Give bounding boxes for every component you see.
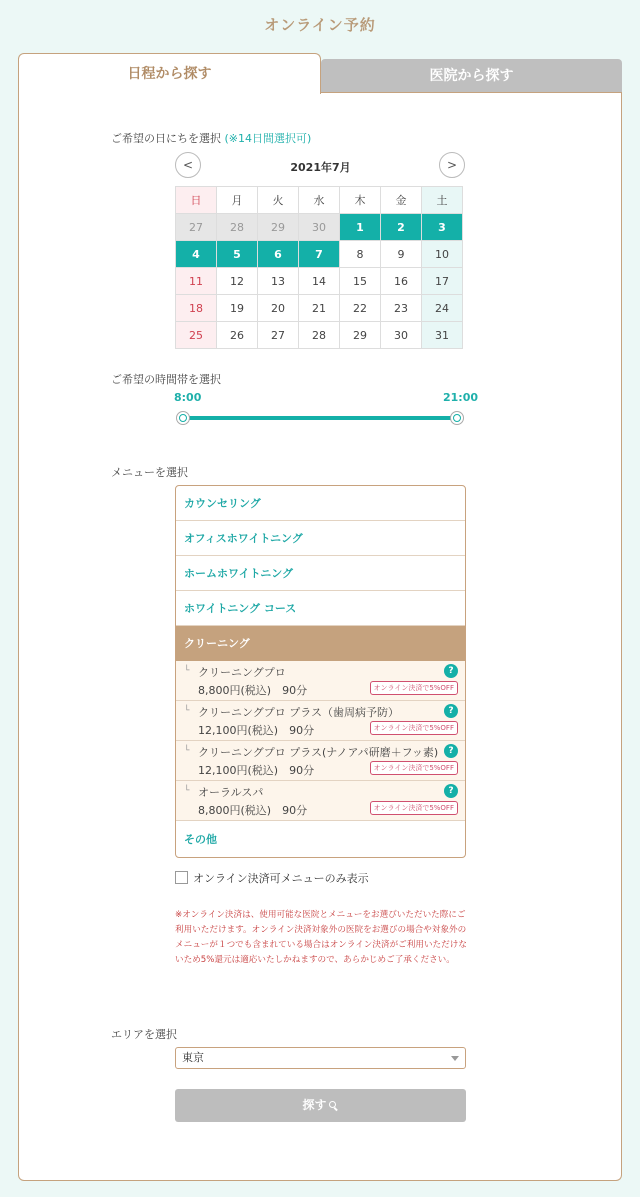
weekday-header: 木	[340, 187, 381, 214]
weekday-header: 金	[381, 187, 422, 214]
calendar-day[interactable]: 14	[299, 268, 340, 295]
calendar-day[interactable]: 1	[340, 214, 381, 241]
calendar-week-row	[176, 322, 463, 349]
calendar-week-row	[176, 268, 463, 295]
menu-item-counseling[interactable]: カウンセリング	[176, 486, 465, 521]
area-select[interactable]	[175, 1047, 466, 1069]
online-discount-badge: オンライン決済で5%OFF	[370, 761, 458, 775]
calendar-day[interactable]: 24	[422, 295, 463, 322]
calendar	[175, 186, 463, 349]
online-only-checkbox[interactable]	[175, 871, 188, 884]
online-discount-badge: オンライン決済で5%OFF	[370, 801, 458, 815]
time-end: 21:00	[443, 391, 479, 404]
calendar-day[interactable]: 27	[258, 322, 299, 349]
calendar-day[interactable]: 26	[217, 322, 258, 349]
menu-list	[175, 485, 466, 858]
calendar-day[interactable]: 23	[381, 295, 422, 322]
sub-item-name: クリーニングプロ	[198, 666, 286, 679]
time-end-handle[interactable]	[450, 411, 464, 425]
weekday-header: 日	[176, 187, 217, 214]
calendar-day[interactable]: 29	[258, 214, 299, 241]
help-icon[interactable]: ?	[444, 704, 458, 718]
tree-branch-icon: └	[184, 666, 190, 676]
calendar-week-row	[176, 295, 463, 322]
calendar-day[interactable]: 22	[340, 295, 381, 322]
cleaning-sub-item[interactable]	[176, 741, 465, 781]
chevron-down-icon	[451, 1056, 459, 1061]
menu-item-office-whitening[interactable]: オフィスホワイトニング	[176, 521, 465, 556]
cleaning-sub-item[interactable]	[176, 661, 465, 701]
cleaning-sub-item[interactable]	[176, 701, 465, 741]
calendar-day[interactable]: 18	[176, 295, 217, 322]
menu-item-whitening-course[interactable]: ホワイトニング コース	[176, 591, 465, 626]
calendar-day[interactable]: 3	[422, 214, 463, 241]
area-section-label: エリアを選択	[111, 1028, 177, 1041]
sub-item-price: 12,100円(税込) 90分	[198, 764, 315, 777]
time-section-label: ご希望の時間帯を選択	[111, 373, 221, 386]
help-icon[interactable]: ?	[444, 744, 458, 758]
calendar-day[interactable]: 2	[381, 214, 422, 241]
sub-item-price: 12,100円(税込) 90分	[198, 724, 315, 737]
date-label-note: (※14日間選択可)	[224, 132, 312, 145]
calendar-day[interactable]: 17	[422, 268, 463, 295]
calendar-day[interactable]: 27	[176, 214, 217, 241]
search-button[interactable]	[175, 1089, 466, 1122]
weekday-header: 月	[217, 187, 258, 214]
sub-item-price: 8,800円(税込) 90分	[198, 684, 308, 697]
time-start-handle[interactable]	[176, 411, 190, 425]
tab-clinic-search[interactable]: 医院から探す	[321, 59, 622, 93]
area-selected-value: 東京	[182, 1051, 204, 1064]
calendar-day[interactable]: 13	[258, 268, 299, 295]
sub-item-name: クリーニングプロ プラス(ナノアパ研磨＋フッ素)	[198, 746, 439, 759]
calendar-day[interactable]: 12	[217, 268, 258, 295]
calendar-day[interactable]: 16	[381, 268, 422, 295]
menu-item-cleaning[interactable]: クリーニング	[176, 626, 465, 661]
calendar-day[interactable]: 11	[176, 268, 217, 295]
calendar-day[interactable]: 5	[217, 241, 258, 268]
online-discount-badge: オンライン決済で5%OFF	[370, 681, 458, 695]
next-month-button[interactable]: >	[439, 152, 465, 178]
menu-item-home-whitening[interactable]: ホームホワイトニング	[176, 556, 465, 591]
calendar-day[interactable]: 6	[258, 241, 299, 268]
sub-item-name: クリーニングプロ プラス（歯周病予防）	[198, 706, 399, 719]
calendar-day[interactable]: 15	[340, 268, 381, 295]
calendar-day[interactable]: 9	[381, 241, 422, 268]
date-section-label	[111, 130, 311, 146]
weekday-header: 水	[299, 187, 340, 214]
online-payment-notice: ※オンライン決済は、使用可能な医院とメニューをお選びいただいた際にご利用いただけます。オンライン決済対象外の医院をお選びの場合や対象外のメニューが１つでも含まれている場合はオンライン決済がご利用いただけないため5%還元は適応いたしかねますので、あらかじめご了承ください。	[175, 910, 467, 965]
calendar-day[interactable]: 28	[217, 214, 258, 241]
sub-item-price: 8,800円(税込) 90分	[198, 804, 308, 817]
calendar-day[interactable]: 21	[299, 295, 340, 322]
calendar-day[interactable]: 25	[176, 322, 217, 349]
calendar-week-row	[176, 241, 463, 268]
weekday-header: 火	[258, 187, 299, 214]
calendar-day[interactable]: 10	[422, 241, 463, 268]
calendar-day[interactable]: 29	[340, 322, 381, 349]
calendar-month: 2021年7月	[290, 161, 351, 174]
help-icon[interactable]: ?	[444, 784, 458, 798]
menu-item-other[interactable]: その他	[184, 833, 217, 846]
menu-section-label: メニューを選択	[111, 466, 188, 479]
tree-branch-icon: └	[184, 786, 190, 796]
calendar-day[interactable]: 30	[381, 322, 422, 349]
calendar-day[interactable]: 28	[299, 322, 340, 349]
sub-item-name: オーラルスパ	[198, 786, 264, 799]
cleaning-sub-item[interactable]	[176, 781, 465, 821]
search-button-label: 探す	[302, 1098, 327, 1112]
tab-date-search[interactable]: 日程から探す	[18, 53, 321, 94]
calendar-day[interactable]: 4	[176, 241, 217, 268]
calendar-day[interactable]: 31	[422, 322, 463, 349]
calendar-day[interactable]: 20	[258, 295, 299, 322]
calendar-day[interactable]: 7	[299, 241, 340, 268]
calendar-weekday-row	[176, 187, 463, 214]
time-start: 8:00	[174, 391, 202, 404]
weekday-header: 土	[422, 187, 463, 214]
calendar-day[interactable]: 19	[217, 295, 258, 322]
calendar-week-row	[176, 214, 463, 241]
calendar-day[interactable]: 8	[340, 241, 381, 268]
calendar-day[interactable]: 30	[299, 214, 340, 241]
prev-month-button[interactable]: <	[175, 152, 201, 178]
online-only-label[interactable]: オンライン決済可メニューのみ表示	[193, 872, 369, 885]
tree-branch-icon: └	[184, 746, 190, 756]
online-discount-badge: オンライン決済で5%OFF	[370, 721, 458, 735]
date-label-text: ご希望の日にちを選択	[111, 132, 221, 145]
tree-branch-icon: └	[184, 706, 190, 716]
search-icon	[329, 1101, 339, 1111]
help-icon[interactable]: ?	[444, 664, 458, 678]
time-range-track[interactable]	[183, 416, 457, 420]
page-title: オンライン予約	[264, 16, 376, 34]
